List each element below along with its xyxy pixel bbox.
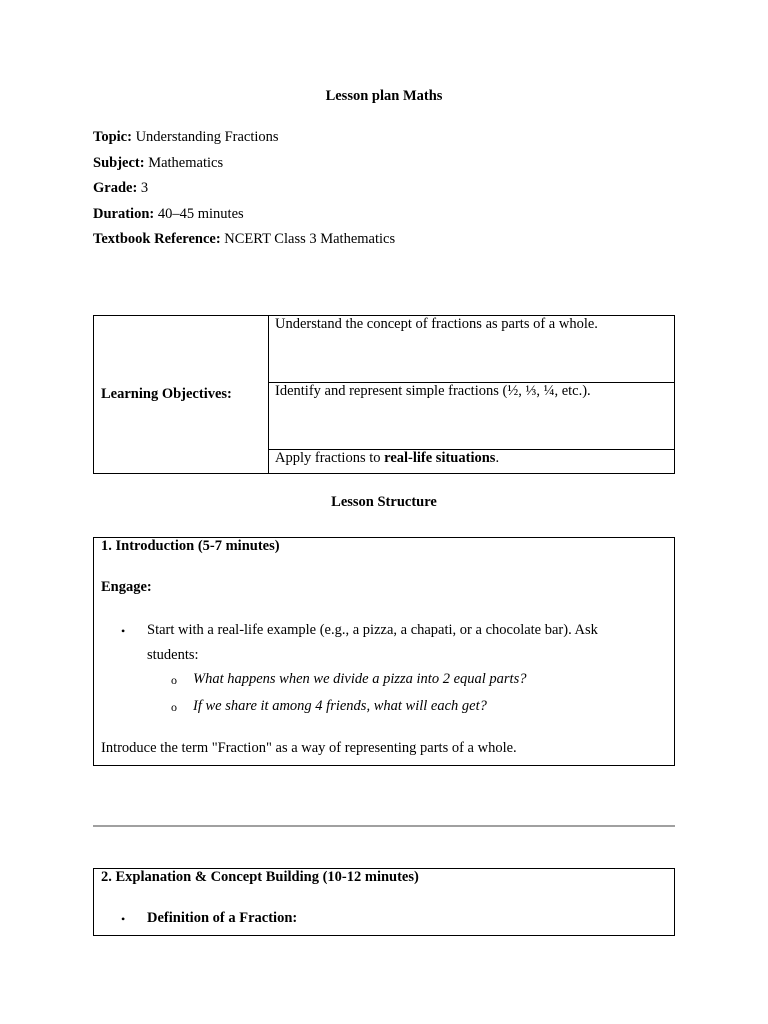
section-introduction-box [93,537,675,766]
subject-line [93,155,223,172]
sub-bullet-icon: o [171,700,177,714]
topic-value: Understanding Fractions [135,129,279,145]
objective-item-3-prefix: Apply fractions to [275,450,385,466]
subject-label: Subject: [93,155,145,171]
question-2: If we share it among 4 friends, what will each get? [193,698,487,714]
section1-heading: 1. Introduction (5-7 minutes) [101,538,280,554]
document-title: Lesson plan Maths [325,88,443,104]
grade-label: Grade: [93,180,138,196]
objective-item-3-suffix: . [495,450,500,466]
duration-label: Duration: [93,206,155,222]
subject-value: Mathematics [148,155,224,171]
duration-line [93,206,244,223]
horizontal-divider [93,825,675,827]
section2-heading: 2. Explanation & Concept Building (10-12 minutes) [101,869,419,885]
topic-line [93,129,279,146]
engage-label: Engage: [101,579,152,595]
duration-value: 40–45 minutes [157,206,244,222]
section1-closing: Introduce the term "Fraction" as a way of representing parts of a whole. [101,740,517,756]
objective-item-3-bold: real-life situations [384,450,496,466]
sub-bullet-icon: o [171,673,177,687]
learning-objectives-label: Learning Objectives: [94,316,269,474]
objective-item-2: Identify and represent simple fractions (½, ⅓, ¼, etc.). [269,383,675,450]
grade-value: 3 [140,180,149,196]
objective-item-3 [269,450,675,474]
section2-bullet: Definition of a Fraction: [147,910,298,926]
grade-line [93,180,148,197]
textbook-label: Textbook Reference: [93,231,221,247]
question-1: What happens when we divide a pizza into 2 equal parts? [193,671,527,687]
bullet-icon: • [121,912,126,926]
textbook-line [93,231,395,248]
objective-item-1: Understand the concept of fractions as parts of a whole. [269,316,675,383]
bullet-icon: • [121,624,126,638]
textbook-value: NCERT Class 3 Mathematics [224,231,396,247]
learning-objectives-table [93,315,675,474]
section-explanation-box [93,868,675,936]
section1-bullet-line1: Start with a real-life example (e.g., a pizza, a chapati, or a chocolate bar). Ask [147,622,598,638]
lesson-structure-heading: Lesson Structure [331,494,437,510]
topic-label: Topic: [93,129,132,145]
section1-bullet-line2: students: [147,647,199,663]
